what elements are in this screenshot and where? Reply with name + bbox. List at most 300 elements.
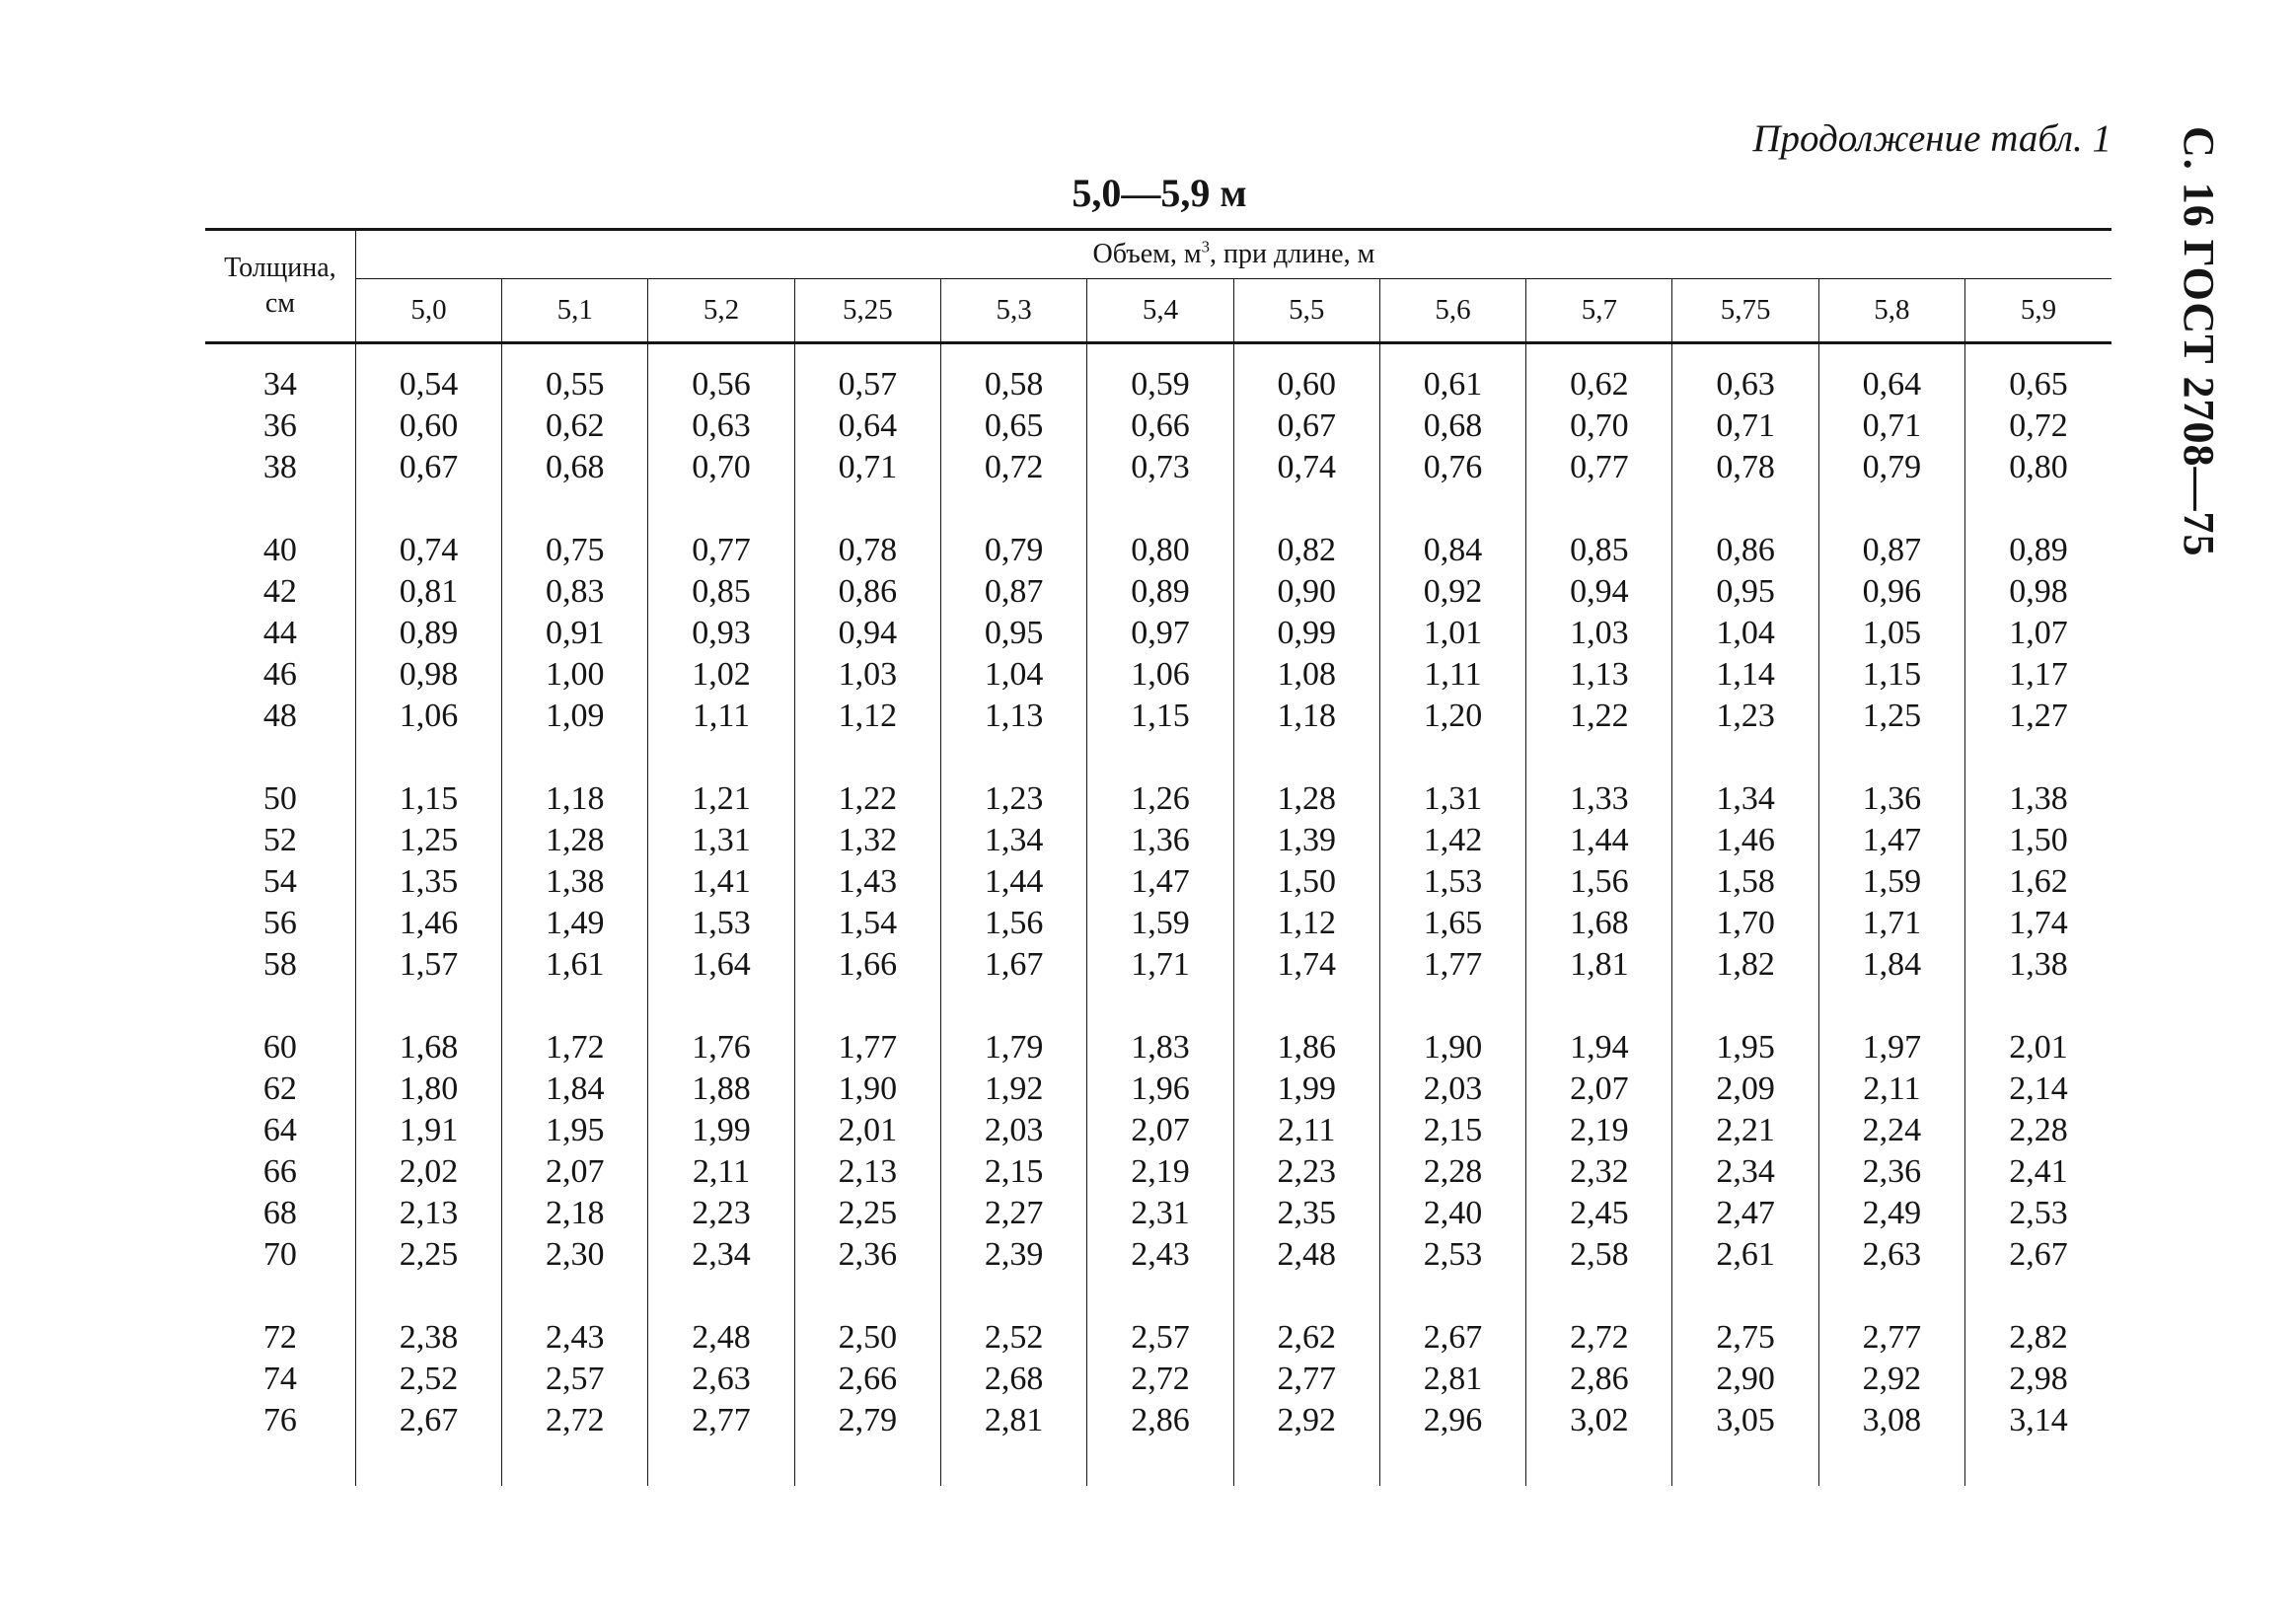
volume-cell: 3,14 bbox=[2009, 1402, 2068, 1438]
volume-cell: 2,72 bbox=[502, 1400, 648, 1441]
length-header-cell: 5,8 bbox=[1818, 279, 1964, 343]
volume-cell: 1,28 bbox=[502, 820, 648, 861]
volume-cell: 2,48 bbox=[648, 1317, 794, 1359]
volume-cell: 0,57 bbox=[794, 343, 940, 406]
table-row bbox=[205, 1400, 2111, 1441]
volume-cell: 0,70 bbox=[1526, 405, 1672, 447]
volume-cell: 0,82 bbox=[1233, 530, 1379, 571]
volume-cell: 2,62 bbox=[1233, 1317, 1379, 1359]
volume-cell: 1,36 bbox=[1087, 820, 1233, 861]
volume-cell: 1,12 bbox=[794, 696, 940, 737]
volume-cell: 2,34 bbox=[648, 1234, 794, 1276]
volume-cell: 2,11 bbox=[1818, 1068, 1964, 1110]
spacer-cell bbox=[794, 737, 940, 778]
volume-cell: 2,98 bbox=[2009, 1361, 2068, 1397]
volume-cell: 1,71 bbox=[1087, 944, 1233, 986]
volume-cell: 2,21 bbox=[1672, 1110, 1818, 1151]
spacer-cell bbox=[1965, 737, 2111, 778]
thickness-cell: 58 bbox=[205, 944, 355, 986]
spacer-cell bbox=[941, 1276, 1087, 1317]
volume-cell: 2,13 bbox=[794, 1151, 940, 1193]
volume-cell: 1,25 bbox=[1818, 696, 1964, 737]
volume-cell: 2,63 bbox=[648, 1359, 794, 1400]
spacer-cell bbox=[1526, 1276, 1672, 1317]
volume-cell: 0,86 bbox=[1672, 530, 1818, 571]
volume-cell: 1,35 bbox=[355, 861, 501, 903]
volume-cell: 0,60 bbox=[1233, 343, 1379, 406]
spacer-cell bbox=[1379, 1276, 1525, 1317]
volume-cell: 1,34 bbox=[1672, 778, 1818, 820]
volume-cell: 0,59 bbox=[1087, 343, 1233, 406]
volume-cell: 1,82 bbox=[1672, 944, 1818, 986]
thickness-cell: 48 bbox=[205, 696, 355, 737]
volume-cell: 1,03 bbox=[794, 654, 940, 696]
volume-cell: 1,31 bbox=[648, 820, 794, 861]
table-row bbox=[205, 1359, 2111, 1400]
volume-cell: 1,84 bbox=[1818, 944, 1964, 986]
spacer-cell bbox=[355, 1276, 501, 1317]
volume-cell: 2,03 bbox=[941, 1110, 1087, 1151]
volume-cell: 2,02 bbox=[355, 1151, 501, 1193]
volume-cell: 0,79 bbox=[941, 530, 1087, 571]
thickness-cell: 56 bbox=[205, 903, 355, 944]
thickness-cell: 72 bbox=[205, 1317, 355, 1359]
volume-cell: 1,06 bbox=[355, 696, 501, 737]
volume-cell: 1,83 bbox=[1087, 1027, 1233, 1068]
spacer-cell bbox=[502, 488, 648, 530]
volume-cell: 2,11 bbox=[648, 1151, 794, 1193]
spacer-cell bbox=[1233, 488, 1379, 530]
volume-cell: 1,47 bbox=[1818, 820, 1964, 861]
volume-cell: 1,56 bbox=[941, 903, 1087, 944]
volume-cell: 1,43 bbox=[794, 861, 940, 903]
volume-cell: 1,81 bbox=[1526, 944, 1672, 986]
volume-cell: 0,96 bbox=[1818, 571, 1964, 613]
volume-cell: 2,39 bbox=[941, 1234, 1087, 1276]
volume-cell: 1,02 bbox=[648, 654, 794, 696]
volume-cell: 0,86 bbox=[794, 571, 940, 613]
volume-cell: 2,11 bbox=[1233, 1110, 1379, 1151]
thickness-cell: 62 bbox=[205, 1068, 355, 1110]
volume-cell: 1,49 bbox=[502, 903, 648, 944]
volume-cell: 2,67 bbox=[2009, 1236, 2068, 1273]
trailing-cell bbox=[1965, 1441, 2111, 1486]
volume-cell: 2,72 bbox=[1087, 1359, 1233, 1400]
volume-cell: 2,48 bbox=[1233, 1234, 1379, 1276]
spacer-cell bbox=[1379, 737, 1525, 778]
volume-cell: 1,68 bbox=[355, 1027, 501, 1068]
volume-cell: 2,50 bbox=[794, 1317, 940, 1359]
volume-cell: 2,14 bbox=[2009, 1070, 2068, 1107]
thickness-cell: 68 bbox=[205, 1193, 355, 1234]
volume-cell: 0,75 bbox=[502, 530, 648, 571]
volume-cell: 2,07 bbox=[502, 1151, 648, 1193]
thickness-cell: 34 bbox=[205, 343, 355, 406]
length-header-cell: 5,1 bbox=[502, 279, 648, 343]
volume-cell: 1,71 bbox=[1818, 903, 1964, 944]
table-row bbox=[205, 571, 2111, 613]
thickness-header-line1: Толщина, bbox=[224, 253, 336, 283]
volume-cell: 1,59 bbox=[1818, 861, 1964, 903]
volume-cell: 2,86 bbox=[1087, 1400, 1233, 1441]
volume-cell: 1,09 bbox=[502, 696, 648, 737]
volume-cell: 0,85 bbox=[1526, 530, 1672, 571]
volume-cell: 1,74 bbox=[1233, 944, 1379, 986]
spacer-cell bbox=[1818, 986, 1964, 1027]
volume-cell: 0,81 bbox=[355, 571, 501, 613]
volume-cell: 0,63 bbox=[1672, 343, 1818, 406]
volume-cell: 1,94 bbox=[1526, 1027, 1672, 1068]
thickness-column-header bbox=[205, 230, 355, 343]
spacer-cell bbox=[355, 986, 501, 1027]
volume-cell: 1,20 bbox=[1379, 696, 1525, 737]
thickness-cell: 40 bbox=[205, 530, 355, 571]
volume-cell: 1,95 bbox=[1672, 1027, 1818, 1068]
volume-cell: 1,44 bbox=[1526, 820, 1672, 861]
volume-cell: 1,12 bbox=[1233, 903, 1379, 944]
thickness-cell: 64 bbox=[205, 1110, 355, 1151]
spacer-cell bbox=[355, 737, 501, 778]
volume-header-text: Объем, м bbox=[1092, 239, 1202, 269]
volume-cell: 1,38 bbox=[502, 861, 648, 903]
volume-cell: 2,86 bbox=[1526, 1359, 1672, 1400]
volume-cell: 1,64 bbox=[648, 944, 794, 986]
length-header-cell: 5,0 bbox=[355, 279, 501, 343]
volume-cell: 1,06 bbox=[1087, 654, 1233, 696]
volume-cell: 1,70 bbox=[1672, 903, 1818, 944]
volume-cell: 0,98 bbox=[355, 654, 501, 696]
volume-cell: 1,13 bbox=[1526, 654, 1672, 696]
volume-cell: 2,23 bbox=[1233, 1151, 1379, 1193]
spacer-cell bbox=[648, 1276, 794, 1317]
volume-cell: 1,88 bbox=[648, 1068, 794, 1110]
spacer-cell bbox=[1526, 737, 1672, 778]
volume-cell: 2,13 bbox=[355, 1193, 501, 1234]
volume-cell: 2,57 bbox=[502, 1359, 648, 1400]
volume-cell: 1,15 bbox=[355, 778, 501, 820]
volume-cell: 2,75 bbox=[1672, 1317, 1818, 1359]
spacer-cell bbox=[941, 986, 1087, 1027]
volume-cell: 1,95 bbox=[502, 1110, 648, 1151]
volume-cell: 3,08 bbox=[1818, 1400, 1964, 1441]
volume-cell: 2,67 bbox=[1379, 1317, 1525, 1359]
length-header-cell: 5,25 bbox=[794, 279, 940, 343]
volume-cell: 2,36 bbox=[794, 1234, 940, 1276]
volume-cell: 2,82 bbox=[2009, 1319, 2068, 1356]
volume-cell: 1,65 bbox=[1379, 903, 1525, 944]
length-header-cell: 5,75 bbox=[1672, 279, 1818, 343]
volume-cell: 1,11 bbox=[648, 696, 794, 737]
table-row bbox=[205, 1027, 2111, 1068]
spacer-cell bbox=[1233, 737, 1379, 778]
volume-cell: 0,65 bbox=[941, 405, 1087, 447]
table-row bbox=[205, 778, 2111, 820]
volume-cell: 1,25 bbox=[355, 820, 501, 861]
volume-cell: 1,47 bbox=[1087, 861, 1233, 903]
volume-cell: 2,41 bbox=[2009, 1153, 2068, 1190]
volume-cell: 1,44 bbox=[941, 861, 1087, 903]
volume-cell: 0,55 bbox=[502, 343, 648, 406]
volume-cell: 1,90 bbox=[794, 1068, 940, 1110]
volume-cell: 1,03 bbox=[1526, 613, 1672, 654]
volume-cell: 0,68 bbox=[502, 447, 648, 488]
volume-cell: 1,77 bbox=[794, 1027, 940, 1068]
volume-cell: 1,32 bbox=[794, 820, 940, 861]
volume-cell: 2,45 bbox=[1526, 1193, 1672, 1234]
spacer-cell bbox=[1379, 986, 1525, 1027]
volume-cell: 1,33 bbox=[1526, 778, 1672, 820]
volume-cell: 1,36 bbox=[1818, 778, 1964, 820]
length-header-cell: 5,2 bbox=[648, 279, 794, 343]
volume-cell: 1,61 bbox=[502, 944, 648, 986]
volume-cell: 0,70 bbox=[648, 447, 794, 488]
thickness-cell: 66 bbox=[205, 1151, 355, 1193]
volume-cell: 0,95 bbox=[1672, 571, 1818, 613]
volume-cell: 1,22 bbox=[1526, 696, 1672, 737]
spacer-cell bbox=[1818, 737, 1964, 778]
volume-cell: 0,98 bbox=[2009, 573, 2068, 610]
volume-cell: 0,83 bbox=[502, 571, 648, 613]
volume-cell: 1,18 bbox=[1233, 696, 1379, 737]
volume-cell: 1,31 bbox=[1379, 778, 1525, 820]
volume-cell: 0,84 bbox=[1379, 530, 1525, 571]
spacer-cell bbox=[205, 1276, 355, 1317]
table-row bbox=[205, 696, 2111, 737]
table-row bbox=[205, 1068, 2111, 1110]
volume-cell: 0,58 bbox=[941, 343, 1087, 406]
spacer-cell bbox=[648, 986, 794, 1027]
spacer-cell bbox=[1818, 1276, 1964, 1317]
spacer-cell bbox=[355, 488, 501, 530]
volume-cell: 0,71 bbox=[1672, 405, 1818, 447]
spacer-cell bbox=[1233, 1276, 1379, 1317]
volume-cell: 1,92 bbox=[941, 1068, 1087, 1110]
group-spacer-row bbox=[205, 488, 2111, 530]
volume-cell: 0,89 bbox=[355, 613, 501, 654]
volume-cell: 1,96 bbox=[1087, 1068, 1233, 1110]
volume-cell: 1,53 bbox=[648, 903, 794, 944]
volume-cell: 1,57 bbox=[355, 944, 501, 986]
volume-cell: 0,66 bbox=[1087, 405, 1233, 447]
trailing-cell bbox=[648, 1441, 794, 1486]
table-row bbox=[205, 654, 2111, 696]
volume-cell: 2,15 bbox=[941, 1151, 1087, 1193]
length-header-cell: 5,7 bbox=[1526, 279, 1672, 343]
group-spacer-row bbox=[205, 737, 2111, 778]
volume-cell: 1,62 bbox=[2009, 863, 2068, 900]
volume-cell: 1,04 bbox=[1672, 613, 1818, 654]
table-row bbox=[205, 820, 2111, 861]
spacer-cell bbox=[1965, 488, 2111, 530]
volume-cell: 1,23 bbox=[941, 778, 1087, 820]
length-header-row bbox=[205, 279, 2111, 343]
trailing-cell bbox=[1818, 1441, 1964, 1486]
spacer-cell bbox=[1087, 488, 1233, 530]
trailing-cell bbox=[355, 1441, 501, 1486]
table-row bbox=[205, 1193, 2111, 1234]
thickness-cell: 60 bbox=[205, 1027, 355, 1068]
volume-cell: 2,77 bbox=[1233, 1359, 1379, 1400]
volume-cell: 2,47 bbox=[1672, 1193, 1818, 1234]
table-continuation-note: Продолжение табл. 1 bbox=[1752, 117, 2111, 160]
volume-cell: 0,99 bbox=[1233, 613, 1379, 654]
spacer-cell bbox=[502, 986, 648, 1027]
volume-cell: 0,71 bbox=[1818, 405, 1964, 447]
spacer-cell bbox=[648, 737, 794, 778]
volume-cell: 2,67 bbox=[355, 1400, 501, 1441]
volume-cell: 0,89 bbox=[1087, 571, 1233, 613]
spacer-cell bbox=[1818, 488, 1964, 530]
volume-cell: 2,77 bbox=[1818, 1317, 1964, 1359]
volume-cell: 1,72 bbox=[502, 1027, 648, 1068]
volume-cell: 2,52 bbox=[941, 1317, 1087, 1359]
volume-cell: 0,76 bbox=[1379, 447, 1525, 488]
volume-cell: 2,53 bbox=[2009, 1195, 2068, 1231]
volume-cell: 2,30 bbox=[502, 1234, 648, 1276]
thickness-cell: 44 bbox=[205, 613, 355, 654]
volume-cell: 2,36 bbox=[1818, 1151, 1964, 1193]
volume-cell: 1,99 bbox=[1233, 1068, 1379, 1110]
volume-cell: 1,13 bbox=[941, 696, 1087, 737]
volume-cell: 1,27 bbox=[2009, 698, 2068, 734]
volume-cell: 2,61 bbox=[1672, 1234, 1818, 1276]
table-row bbox=[205, 944, 2111, 986]
thickness-cell: 38 bbox=[205, 447, 355, 488]
trailing-cell bbox=[1672, 1441, 1818, 1486]
volume-cell: 0,87 bbox=[1818, 530, 1964, 571]
volume-cell: 1,08 bbox=[1233, 654, 1379, 696]
volume-cell: 1,39 bbox=[1233, 820, 1379, 861]
spacer-cell bbox=[1087, 986, 1233, 1027]
trailing-row bbox=[205, 1441, 2111, 1486]
volume-cell: 1,50 bbox=[2009, 822, 2068, 858]
volume-cell: 0,65 bbox=[2009, 366, 2068, 403]
spacer-cell bbox=[205, 488, 355, 530]
volume-cell: 2,49 bbox=[1818, 1193, 1964, 1234]
volume-cell: 1,86 bbox=[1233, 1027, 1379, 1068]
volume-cell: 2,81 bbox=[1379, 1359, 1525, 1400]
volume-cell: 1,11 bbox=[1379, 654, 1525, 696]
spacer-cell bbox=[794, 1276, 940, 1317]
volume-cell: 0,94 bbox=[1526, 571, 1672, 613]
volume-cell: 1,56 bbox=[1526, 861, 1672, 903]
volume-cell: 1,77 bbox=[1379, 944, 1525, 986]
volume-cell: 1,21 bbox=[648, 778, 794, 820]
volume-cell: 1,26 bbox=[1087, 778, 1233, 820]
table-row bbox=[205, 1151, 2111, 1193]
volume-cell: 0,78 bbox=[794, 530, 940, 571]
volume-cell: 1,53 bbox=[1379, 861, 1525, 903]
length-header-cell: 5,6 bbox=[1379, 279, 1525, 343]
spacer-cell bbox=[1087, 1276, 1233, 1317]
volume-cell: 1,59 bbox=[1087, 903, 1233, 944]
volume-cell: 1,50 bbox=[1233, 861, 1379, 903]
volume-cell: 1,38 bbox=[2009, 780, 2068, 817]
volume-table bbox=[205, 228, 2111, 1486]
volume-cell: 0,64 bbox=[794, 405, 940, 447]
volume-cell: 0,93 bbox=[648, 613, 794, 654]
volume-cell: 0,62 bbox=[1526, 343, 1672, 406]
standard-page-label: С. 16 ГОСТ 2708—75 bbox=[2175, 126, 2223, 557]
volume-cell: 0,77 bbox=[1526, 447, 1672, 488]
volume-cell: 1,15 bbox=[1818, 654, 1964, 696]
volume-cell: 2,31 bbox=[1087, 1193, 1233, 1234]
volume-cell: 2,25 bbox=[794, 1193, 940, 1234]
spacer-cell bbox=[1526, 986, 1672, 1027]
volume-cell: 0,56 bbox=[648, 343, 794, 406]
volume-cell: 2,07 bbox=[1526, 1068, 1672, 1110]
volume-cell: 2,77 bbox=[648, 1400, 794, 1441]
volume-cell: 1,46 bbox=[1672, 820, 1818, 861]
volume-cell: 1,68 bbox=[1526, 903, 1672, 944]
volume-cell: 0,97 bbox=[1087, 613, 1233, 654]
spacer-cell bbox=[941, 737, 1087, 778]
spacer-cell bbox=[1965, 1276, 2111, 1317]
volume-cell: 0,54 bbox=[355, 343, 501, 406]
volume-cell: 1,84 bbox=[502, 1068, 648, 1110]
volume-column-group-header bbox=[355, 230, 2111, 279]
volume-cell: 0,94 bbox=[794, 613, 940, 654]
volume-cell: 1,97 bbox=[1818, 1027, 1964, 1068]
volume-cell: 0,72 bbox=[2009, 407, 2068, 444]
group-spacer-row bbox=[205, 986, 2111, 1027]
volume-cell: 2,25 bbox=[355, 1234, 501, 1276]
volume-cell: 0,63 bbox=[648, 405, 794, 447]
volume-cell: 1,23 bbox=[1672, 696, 1818, 737]
trailing-cell bbox=[1526, 1441, 1672, 1486]
thickness-cell: 70 bbox=[205, 1234, 355, 1276]
volume-cell: 1,22 bbox=[794, 778, 940, 820]
volume-header-suffix: , при длине, м bbox=[1210, 239, 1375, 269]
thickness-cell: 50 bbox=[205, 778, 355, 820]
trailing-cell bbox=[1087, 1441, 1233, 1486]
volume-cell: 0,61 bbox=[1379, 343, 1525, 406]
spacer-cell bbox=[794, 986, 940, 1027]
volume-cell: 1,58 bbox=[1672, 861, 1818, 903]
volume-cell: 2,28 bbox=[1379, 1151, 1525, 1193]
thickness-cell: 74 bbox=[205, 1359, 355, 1400]
volume-cell: 2,40 bbox=[1379, 1193, 1525, 1234]
volume-cell: 1,46 bbox=[355, 903, 501, 944]
table-row bbox=[205, 861, 2111, 903]
volume-cell: 0,90 bbox=[1233, 571, 1379, 613]
volume-cell: 1,42 bbox=[1379, 820, 1525, 861]
spacer-cell bbox=[1672, 986, 1818, 1027]
thickness-cell: 54 bbox=[205, 861, 355, 903]
volume-cell: 1,15 bbox=[1087, 696, 1233, 737]
volume-cell: 1,90 bbox=[1379, 1027, 1525, 1068]
trailing-cell bbox=[1233, 1441, 1379, 1486]
length-header-cell: 5,3 bbox=[941, 279, 1087, 343]
volume-cell: 1,18 bbox=[502, 778, 648, 820]
table-row bbox=[205, 1234, 2111, 1276]
volume-cell: 2,43 bbox=[502, 1317, 648, 1359]
volume-cell: 2,52 bbox=[355, 1359, 501, 1400]
volume-cell: 1,66 bbox=[794, 944, 940, 986]
volume-cell: 2,96 bbox=[1379, 1400, 1525, 1441]
volume-cell: 0,64 bbox=[1818, 343, 1964, 406]
length-header-cell: 5,9 bbox=[1965, 279, 2111, 343]
trailing-cell bbox=[1379, 1441, 1525, 1486]
volume-cell: 2,09 bbox=[1672, 1068, 1818, 1110]
trailing-cell bbox=[941, 1441, 1087, 1486]
volume-cell: 2,53 bbox=[1379, 1234, 1525, 1276]
volume-header-unit-exponent: 3 bbox=[1201, 237, 1210, 257]
thickness-header-line2: см bbox=[264, 288, 295, 319]
volume-cell: 3,05 bbox=[1672, 1400, 1818, 1441]
thickness-cell: 36 bbox=[205, 405, 355, 447]
volume-cell: 3,02 bbox=[1526, 1400, 1672, 1441]
